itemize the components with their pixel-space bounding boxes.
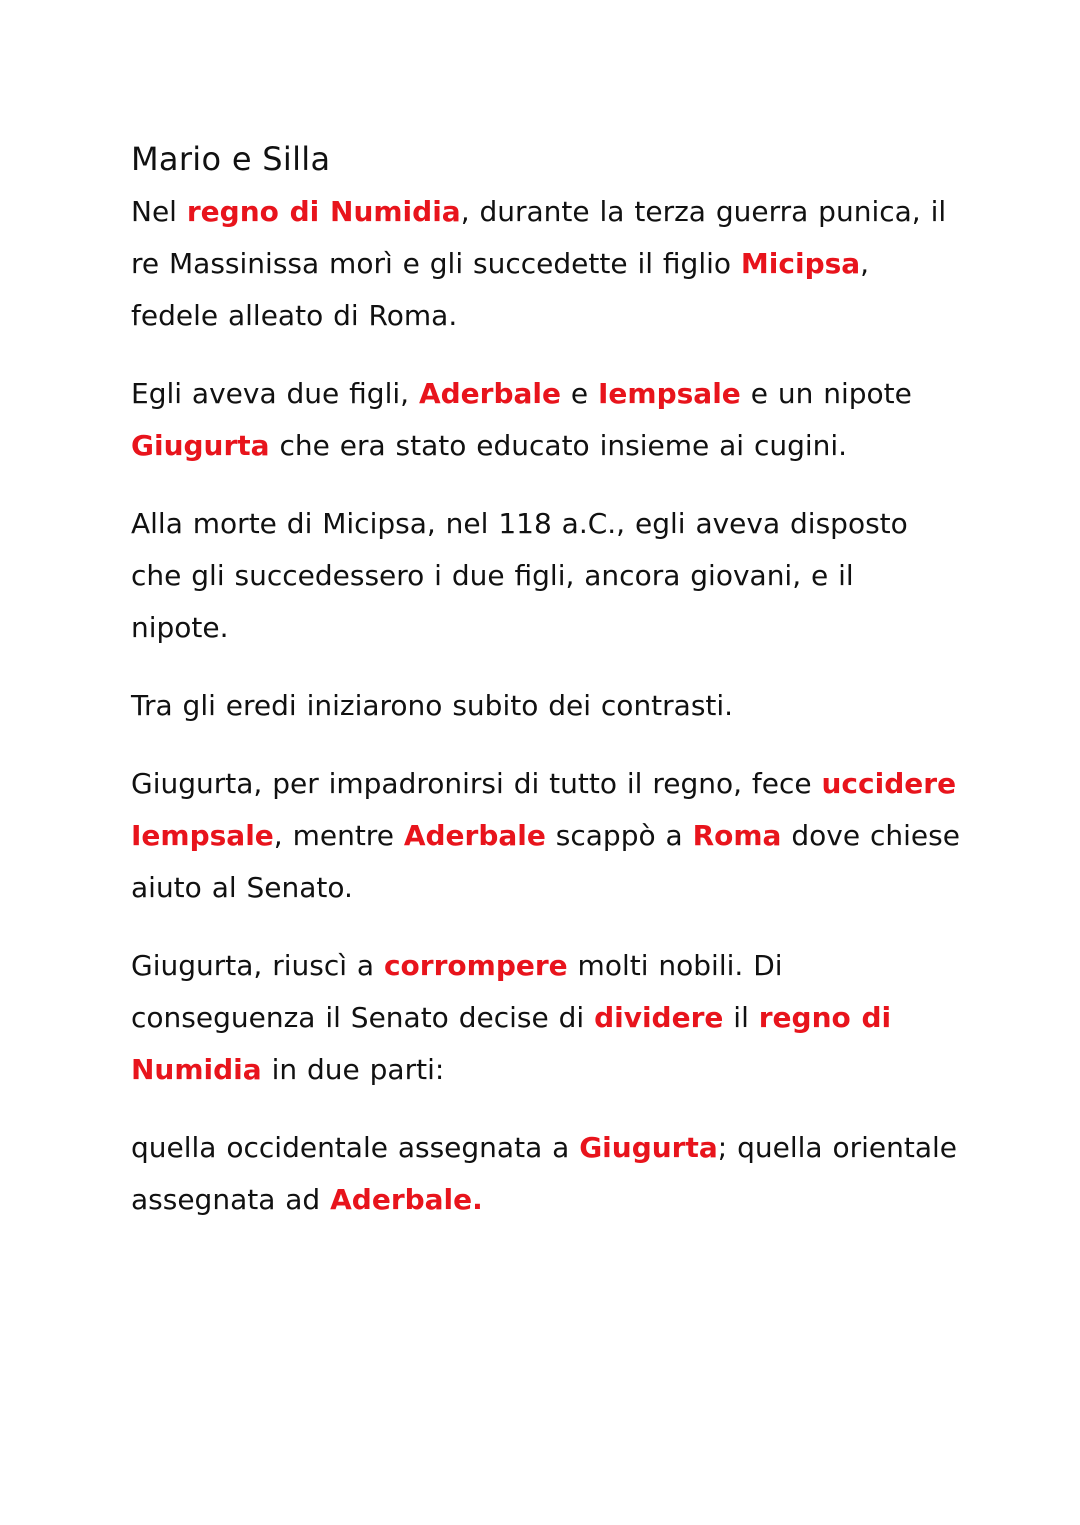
paragraph: [131, 498, 961, 654]
highlighted-term: regno di Numidia: [186, 195, 461, 228]
text-segment: , durante la terza guerra punica, il re Massinissa morì e gli succedette il figlio: [131, 195, 947, 280]
highlighted-term: Aderbale: [403, 819, 546, 852]
text-segment: Egli aveva due figli,: [131, 377, 419, 410]
paragraph: [131, 680, 961, 732]
text-segment: Giugurta, per impadronirsi di tutto il regno, fece: [131, 767, 822, 800]
text-segment: Alla morte di Micipsa, nel 118 a.C., egli aveva disposto che gli succedessero i due figli, ancora giovani, e il nipote.: [131, 507, 908, 644]
text-segment: dove chiese aiuto al Senato.: [131, 819, 960, 904]
highlighted-term: Roma: [692, 819, 782, 852]
highlighted-term: corrompere: [383, 949, 568, 982]
paragraph: [131, 940, 961, 1096]
document-body: [131, 186, 961, 1226]
highlighted-term: Aderbale: [418, 377, 561, 410]
highlighted-term: dividere: [594, 1001, 724, 1034]
highlighted-term: uccidere Iempsale: [131, 767, 957, 852]
text-segment: molti nobili. Di conseguenza il Senato decise di: [131, 949, 783, 1034]
paragraph: [131, 1122, 961, 1226]
text-segment: scappò a: [545, 819, 693, 852]
text-segment: Giugurta, riuscì a: [131, 949, 384, 982]
text-segment: che era stato educato insieme ai cugini.: [269, 429, 848, 462]
document-title: Mario e Silla: [131, 140, 331, 178]
highlighted-term: Iempsale: [598, 377, 741, 410]
paragraph: [131, 758, 961, 914]
text-segment: quella occidentale assegnata a: [131, 1131, 580, 1164]
text-segment: , fedele alleato di Roma.: [131, 247, 870, 332]
text-segment: , mentre: [273, 819, 404, 852]
highlighted-term: Giugurta: [131, 429, 270, 462]
highlighted-term: Micipsa: [740, 247, 861, 280]
text-segment: ; quella orientale assegnata ad: [131, 1131, 957, 1216]
paragraph: [131, 368, 961, 472]
document-page: [131, 136, 961, 1252]
text-segment: Nel: [131, 195, 187, 228]
highlighted-term: Giugurta: [579, 1131, 718, 1164]
paragraph: [131, 186, 961, 342]
text-segment: Tra gli eredi iniziarono subito dei contrasti.: [131, 689, 734, 722]
highlighted-term: Aderbale.: [330, 1183, 483, 1216]
text-segment: e un nipote: [740, 377, 912, 410]
text-segment: il: [723, 1001, 759, 1034]
text-segment: e: [560, 377, 599, 410]
highlighted-term: regno di Numidia: [131, 1001, 892, 1086]
text-segment: in due parti:: [261, 1053, 445, 1086]
